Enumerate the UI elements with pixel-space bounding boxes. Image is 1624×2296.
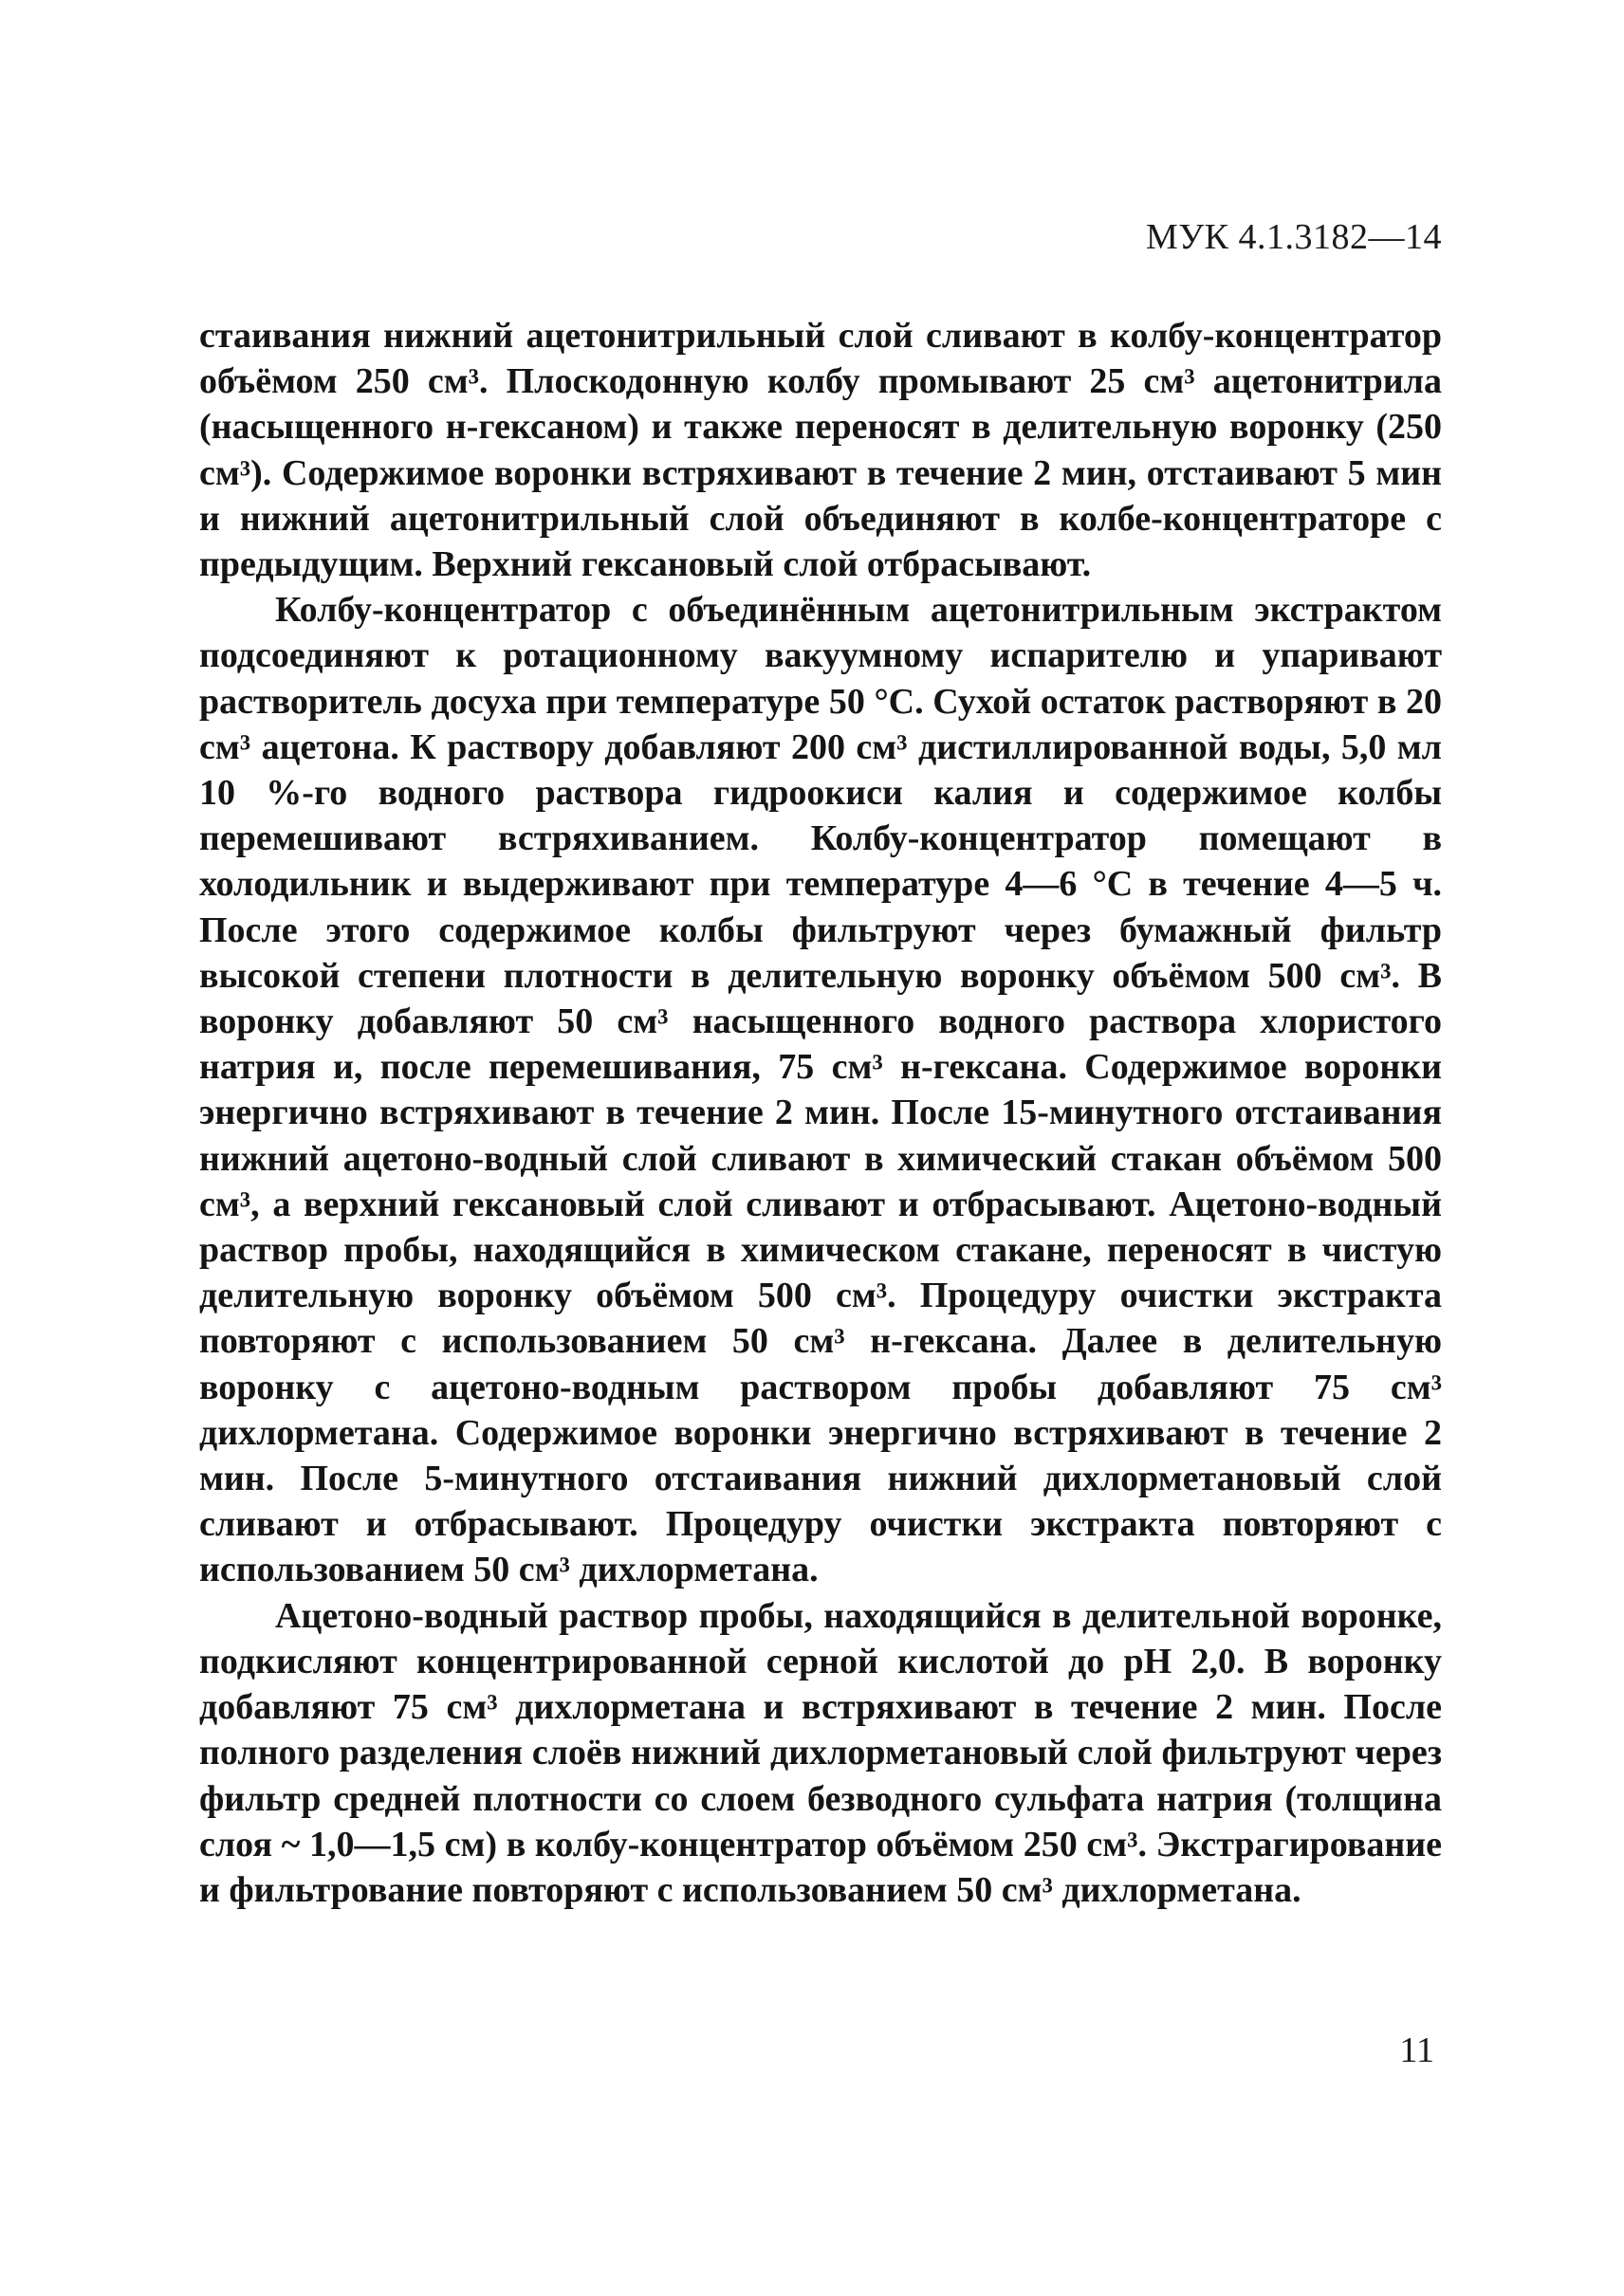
paragraph-continuation: стаивания нижний ацетонитрильный слой сливают в колбу-концентратор объёмом 250 см³. Плоскодонную колбу промывают 25 см³ ацетонитрила (насыщенного н-гексаном) и также переносят в делительную воронку (250 см³). Содержимое воронки встряхивают в течение 2 мин, отстаивают 5 мин и нижний ацетонитрильный слой объединяют в колбе-концентраторе с предыдущим. Верхний гексановый слой отбрасывают. [199, 316, 1442, 585]
page-number: 11 [1399, 2030, 1434, 2070]
paragraph-concentrator-procedure: Колбу-концентратор с объединённым ацетонитрильным экстрактом подсоединяют к ротационному вакуумному испарителю и упаривают растворитель досуха при температуре 50 °С. Сухой остаток растворяют в 20 см³ ацетона. К раствору добавляют 200 см³ дистиллированной воды, 5,0 мл 10 %-го водного раствора гидроокиси калия и содержимое колбы перемешивают встряхиванием. Колбу-концентратор помещают в холодильник и выдерживают при температуре 4—6 °С в течение 4—5 ч. После этого содержимое колбы фильтруют через бумажный фильтр высокой степени плотности в делительную воронку объёмом 500 см³. В воронку добавляют 50 см³ насыщенного водного раствора хлористого натрия и, после перемешивания, 75 см³ н-гексана. Содержимое воронки энергично встряхивают в течение 2 мин. После 15-минутного отстаивания нижний ацетоно-водный слой сливают в химический стакан объёмом 500 см³, а верхний гексановый слой сливают и отбрасывают. Ацетоно-водный раствор пробы, находящийся в химическом стакане, переносят в чистую делительную воронку объёмом 500 см³. Процедуру очистки экстракта повторяют с использованием 50 см³ н-гексана. Далее в делительную воронку с ацетоно-водным раствором пробы добавляют 75 см³ дихлорметана. Содержимое воронки энергично встряхивают в течение 2 мин. После 5-минутного отстаивания нижний дихлорметановый слой сливают и отбрасывают. Процедуру очистки экстракта повторяют с использованием 50 см³ дихлорметана. [199, 590, 1442, 1590]
body-text [199, 313, 1442, 1913]
paragraph-acidification-extraction: Ацетоно-водный раствор пробы, находящийся в делительной воронке, подкисляют концентрированной серной кислотой до рН 2,0. В воронку добавляют 75 см³ дихлорметана и встряхивают в течение 2 мин. После полного разделения слоёв нижний дихлорметановый слой фильтруют через фильтр средней плотности со слоем безводного сульфата натрия (толщина слоя ~ 1,0—1,5 см) в колбу-концентратор объёмом 250 см³. Экстрагирование и фильтрование повторяют с использованием 50 см³ дихлорметана. [199, 1595, 1442, 1910]
document-code-header: МУК 4.1.3182—14 [1145, 217, 1442, 257]
